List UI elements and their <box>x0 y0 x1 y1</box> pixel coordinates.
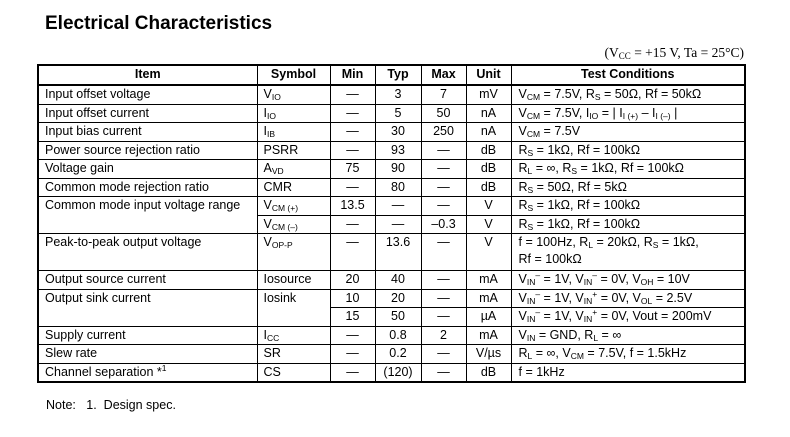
symbol-cell: SR <box>257 345 330 364</box>
table-row <box>38 104 745 123</box>
unit-cell: dB <box>466 160 511 179</box>
typ-cell: 40 <box>375 271 421 290</box>
condition-cell: $V_{CM} = 7.5V$ <box>511 123 745 142</box>
condition-cell: $R_S = 1k\Omega$, Rf = 100kΩ <box>511 197 745 216</box>
unit-cell: dB <box>466 178 511 197</box>
unit-cell: nA <box>466 104 511 123</box>
condition-cell: $R_S = 1k\Omega$, Rf = 100kΩ <box>511 141 745 160</box>
min-cell: 13.5 <box>330 197 375 216</box>
symbol-cell: PSRR <box>257 141 330 160</box>
table-row <box>38 85 745 104</box>
symbol-cell: $V_{OP-P}$ <box>257 234 330 271</box>
table-row <box>38 289 745 308</box>
max-cell: –0.3 <box>421 215 466 234</box>
typ-cell: 0.2 <box>375 345 421 364</box>
max-cell: — <box>421 178 466 197</box>
max-cell: — <box>421 234 466 271</box>
min-cell: — <box>330 178 375 197</box>
table-header-row <box>38 65 745 85</box>
unit-cell: nA <box>466 123 511 142</box>
typ-cell: 30 <box>375 123 421 142</box>
condition-cell: $R_L$ = ∞, $V_{CM} = 7.5V$, f = 1.5kHz <box>511 345 745 364</box>
condition-cell: $R_S = 50\Omega$, Rf = 5kΩ <box>511 178 745 197</box>
item-cell: Channel separation *$^1$ <box>38 363 257 382</box>
table-row <box>38 345 745 364</box>
table-row <box>38 363 745 382</box>
unit-cell: V <box>466 234 511 271</box>
item-cell: Power source rejection ratio <box>38 141 257 160</box>
table-row <box>38 215 745 234</box>
item-cell: Slew rate <box>38 345 257 364</box>
max-cell: — <box>421 141 466 160</box>
header-max: Max <box>421 65 466 85</box>
unit-cell: V <box>466 197 511 216</box>
table-row <box>38 123 745 142</box>
max-cell: 50 <box>421 104 466 123</box>
max-cell: — <box>421 363 466 382</box>
condition-cell: $R_L$ = ∞, $R_S = 1k\Omega$, Rf = 100kΩ <box>511 160 745 179</box>
max-cell: 7 <box>421 85 466 104</box>
item-cell: Peak-to-peak output voltage <box>38 234 257 271</box>
min-cell: — <box>330 104 375 123</box>
unit-cell: V/µs <box>466 345 511 364</box>
typ-cell: 20 <box>375 289 421 308</box>
header-test-conditions: Test Conditions <box>511 65 745 85</box>
min-cell: — <box>330 234 375 271</box>
symbol-cell: Iosink <box>257 289 330 308</box>
condition-cell: f = 1kHz <box>511 363 745 382</box>
max-cell: 2 <box>421 326 466 345</box>
typ-cell: — <box>375 215 421 234</box>
table-row <box>38 141 745 160</box>
unit-cell: mA <box>466 271 511 290</box>
condition-cell: f = 100Hz, $R_L = 20k\Omega$, $R_S = 1k\Omega$, Rf = 100kΩ <box>511 234 745 271</box>
unit-cell: dB <box>466 363 511 382</box>
symbol-cell: $V_{IO}$ <box>257 85 330 104</box>
min-cell: 75 <box>330 160 375 179</box>
typ-cell: 93 <box>375 141 421 160</box>
condition-cell: $V_{IN}^- = 1V$, $V_{IN}^+ = 0V$, Vout = 200mV <box>511 308 745 327</box>
typ-cell: 80 <box>375 178 421 197</box>
symbol-cell: $A_{VD}$ <box>257 160 330 179</box>
min-cell: — <box>330 326 375 345</box>
table-row <box>38 308 745 327</box>
max-cell: — <box>421 197 466 216</box>
measurement-conditions: ($V_{CC} = +15$ V, Ta = 25°C) <box>604 45 744 61</box>
table-row <box>38 234 745 271</box>
unit-cell: mV <box>466 85 511 104</box>
condition-cell: $R_S = 1k\Omega$, Rf = 100kΩ <box>511 215 745 234</box>
header-item: Item <box>38 65 257 85</box>
max-cell: — <box>421 289 466 308</box>
symbol-cell: CMR <box>257 178 330 197</box>
item-cell: Output sink current <box>38 289 257 308</box>
symbol-cell: Iosource <box>257 271 330 290</box>
condition-cell: $V_{CM} = 7.5V$, $I_{IO}$ = | $I_{I (+)} - I_{I (-)}$ | <box>511 104 745 123</box>
max-cell: 250 <box>421 123 466 142</box>
condition-cell: $V_{IN}^- = 1V$, $V_{IN}^- = 0V$, $V_{OH} = 10V$ <box>511 271 745 290</box>
condition-cell: $V_{IN}$ = GND, $R_L$ = ∞ <box>511 326 745 345</box>
symbol-cell: $V_{CM (-)}$ <box>257 215 330 234</box>
typ-cell: 90 <box>375 160 421 179</box>
min-cell: 20 <box>330 271 375 290</box>
unit-cell: dB <box>466 141 511 160</box>
table-row <box>38 326 745 345</box>
unit-cell: mA <box>466 326 511 345</box>
table-row <box>38 160 745 179</box>
min-cell: — <box>330 363 375 382</box>
footnote: Note: 1. Design spec. <box>46 398 176 412</box>
unit-cell: mA <box>466 289 511 308</box>
item-cell: Input offset current <box>38 104 257 123</box>
item-cell: Input offset voltage <box>38 85 257 104</box>
typ-cell: 0.8 <box>375 326 421 345</box>
item-cell: Common mode rejection ratio <box>38 178 257 197</box>
typ-cell: (120) <box>375 363 421 382</box>
max-cell: — <box>421 345 466 364</box>
condition-cell: $V_{IN}^- = 1V$, $V_{IN}^+ = 0V$, $V_{OL} = 2.5V$ <box>511 289 745 308</box>
item-cell <box>38 215 257 234</box>
condition-cell: $V_{CM} = 7.5V$, $R_S = 50\Omega$, Rf = 50kΩ <box>511 85 745 104</box>
max-cell: — <box>421 271 466 290</box>
min-cell: 10 <box>330 289 375 308</box>
min-cell: 15 <box>330 308 375 327</box>
table-row <box>38 178 745 197</box>
unit-cell: µA <box>466 308 511 327</box>
header-symbol: Symbol <box>257 65 330 85</box>
typ-cell: 5 <box>375 104 421 123</box>
item-cell <box>38 308 257 327</box>
item-cell: Output source current <box>38 271 257 290</box>
typ-cell: 3 <box>375 85 421 104</box>
header-typ: Typ <box>375 65 421 85</box>
unit-cell: V <box>466 215 511 234</box>
symbol-cell: $I_{CC}$ <box>257 326 330 345</box>
header-min: Min <box>330 65 375 85</box>
symbol-cell <box>257 308 330 327</box>
max-cell: — <box>421 160 466 179</box>
table-row <box>38 271 745 290</box>
table-row <box>38 197 745 216</box>
min-cell: — <box>330 85 375 104</box>
symbol-cell: CS <box>257 363 330 382</box>
electrical-characteristics-table <box>37 64 746 383</box>
item-cell: Supply current <box>38 326 257 345</box>
typ-cell: — <box>375 197 421 216</box>
typ-cell: 50 <box>375 308 421 327</box>
symbol-cell: $I_{IO}$ <box>257 104 330 123</box>
symbol-cell: $V_{CM (+)}$ <box>257 197 330 216</box>
item-cell: Voltage gain <box>38 160 257 179</box>
max-cell: — <box>421 308 466 327</box>
min-cell: — <box>330 345 375 364</box>
min-cell: — <box>330 123 375 142</box>
header-unit: Unit <box>466 65 511 85</box>
typ-cell: 13.6 <box>375 234 421 271</box>
min-cell: — <box>330 215 375 234</box>
page-title: Electrical Characteristics <box>45 13 273 34</box>
min-cell: — <box>330 141 375 160</box>
symbol-cell: $I_{IB}$ <box>257 123 330 142</box>
item-cell: Input bias current <box>38 123 257 142</box>
item-cell: Common mode input voltage range <box>38 197 257 216</box>
